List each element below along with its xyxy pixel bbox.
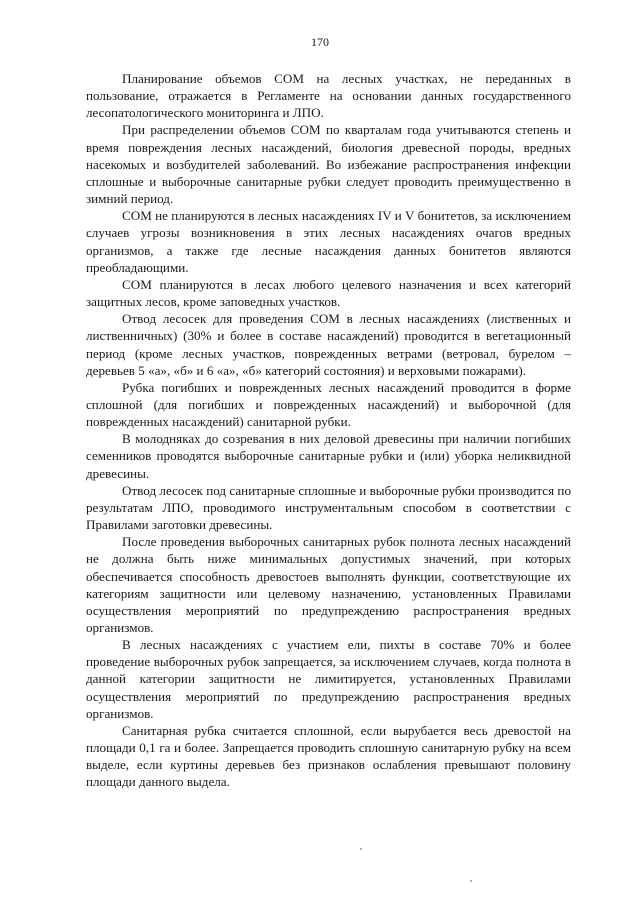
paragraph-10: В лесных насаждениях с участием ели, пихты в составе 70% и более проведение выборочных рубок запрещается, за исключением случаев, когда полнота в данной категории защитности не лимитируется, установленных Правилами осуществления мероприятий по предупреждению распространения вредных организмов. [86,637,571,721]
paragraph-9: После проведения выборочных санитарных рубок полнота лесных насаждений не должна быть ниже минимальных допустимых значений, при которых обеспечивается способность древостоев выполнять функции, соответствующие их категориям защитности или целевому назначению, установленных Правилами осуществления мероприятий по предупреждению распространения вредных организмов. [86,534,571,635]
paragraph-6: Рубка погибших и поврежденных лесных насаждений проводится в форме сплошной (для погибших и поврежденных насаждений) и выборочной (для поврежденных насаждений) санитарной рубки. [86,379,571,430]
paragraph-4: СОМ планируются в лесах любого целевого назначения и всех категорий защитных лесов, кроме заповедных участков. [86,276,571,310]
paragraph-3: СОМ не планируются в лесных насаждениях IV и V бонитетов, за исключением случаев угрозы возникновения в этих лесных насаждениях очагов вредных организмов, а также где лесные насаждения данных бонитетов являются преобладающими. [86,208,571,275]
paragraph-5: Отвод лесосек для проведения СОМ в лесных насаждениях (лиственных и лиственничных) (30% и более в составе насаждений) проводится в вегетационный период (кроме лесных участков, поврежденных ветрами (ветровал, бурелом – деревьев 5 «а», «б» и 6 «а», «б» категорий состояния) и верховыми пожарами). [86,311,571,378]
paragraph-11: Санитарная рубка считается сплошной, если вырубается весь древостой на площади 0,1 га и более. Запрещается проводить сплошную санитарную рубку на всем выделе, если куртины деревьев без признаков ослабления превышают половину площади данного выдела. [86,722,571,790]
scan-speck [470,880,472,882]
scan-speck [360,848,362,850]
paragraph-8: Отвод лесосек под санитарные сплошные и выборочные рубки производится по результатам ЛПО, проводимого инструментальным способом в соответствии с Правилами заготовки древесины. [86,482,571,533]
body-text [86,70,571,791]
paragraph-7: В молодняках до созревания в них деловой древесины при наличии погибших семенников проводятся выборочные санитарные рубки и (или) уборка неликвидной древесины. [86,431,571,481]
page-number: 170 [311,35,329,49]
paragraph-1: Планирование объемов СОМ на лесных участках, не переданных в пользование, отражается в Регламенте на основании данных государственного лесопатологического мониторинга и ЛПО. [86,71,571,121]
paragraph-2: При распределении объемов СОМ по кварталам года учитываются степень и время повреждения лесных насаждений, биология древесной породы, вредных насекомых и возбудителей заболеваний. Во избежание распространения инфекции сплошные и выборочные санитарные рубки следует проводить преимущественно в зимний период. [86,122,571,207]
